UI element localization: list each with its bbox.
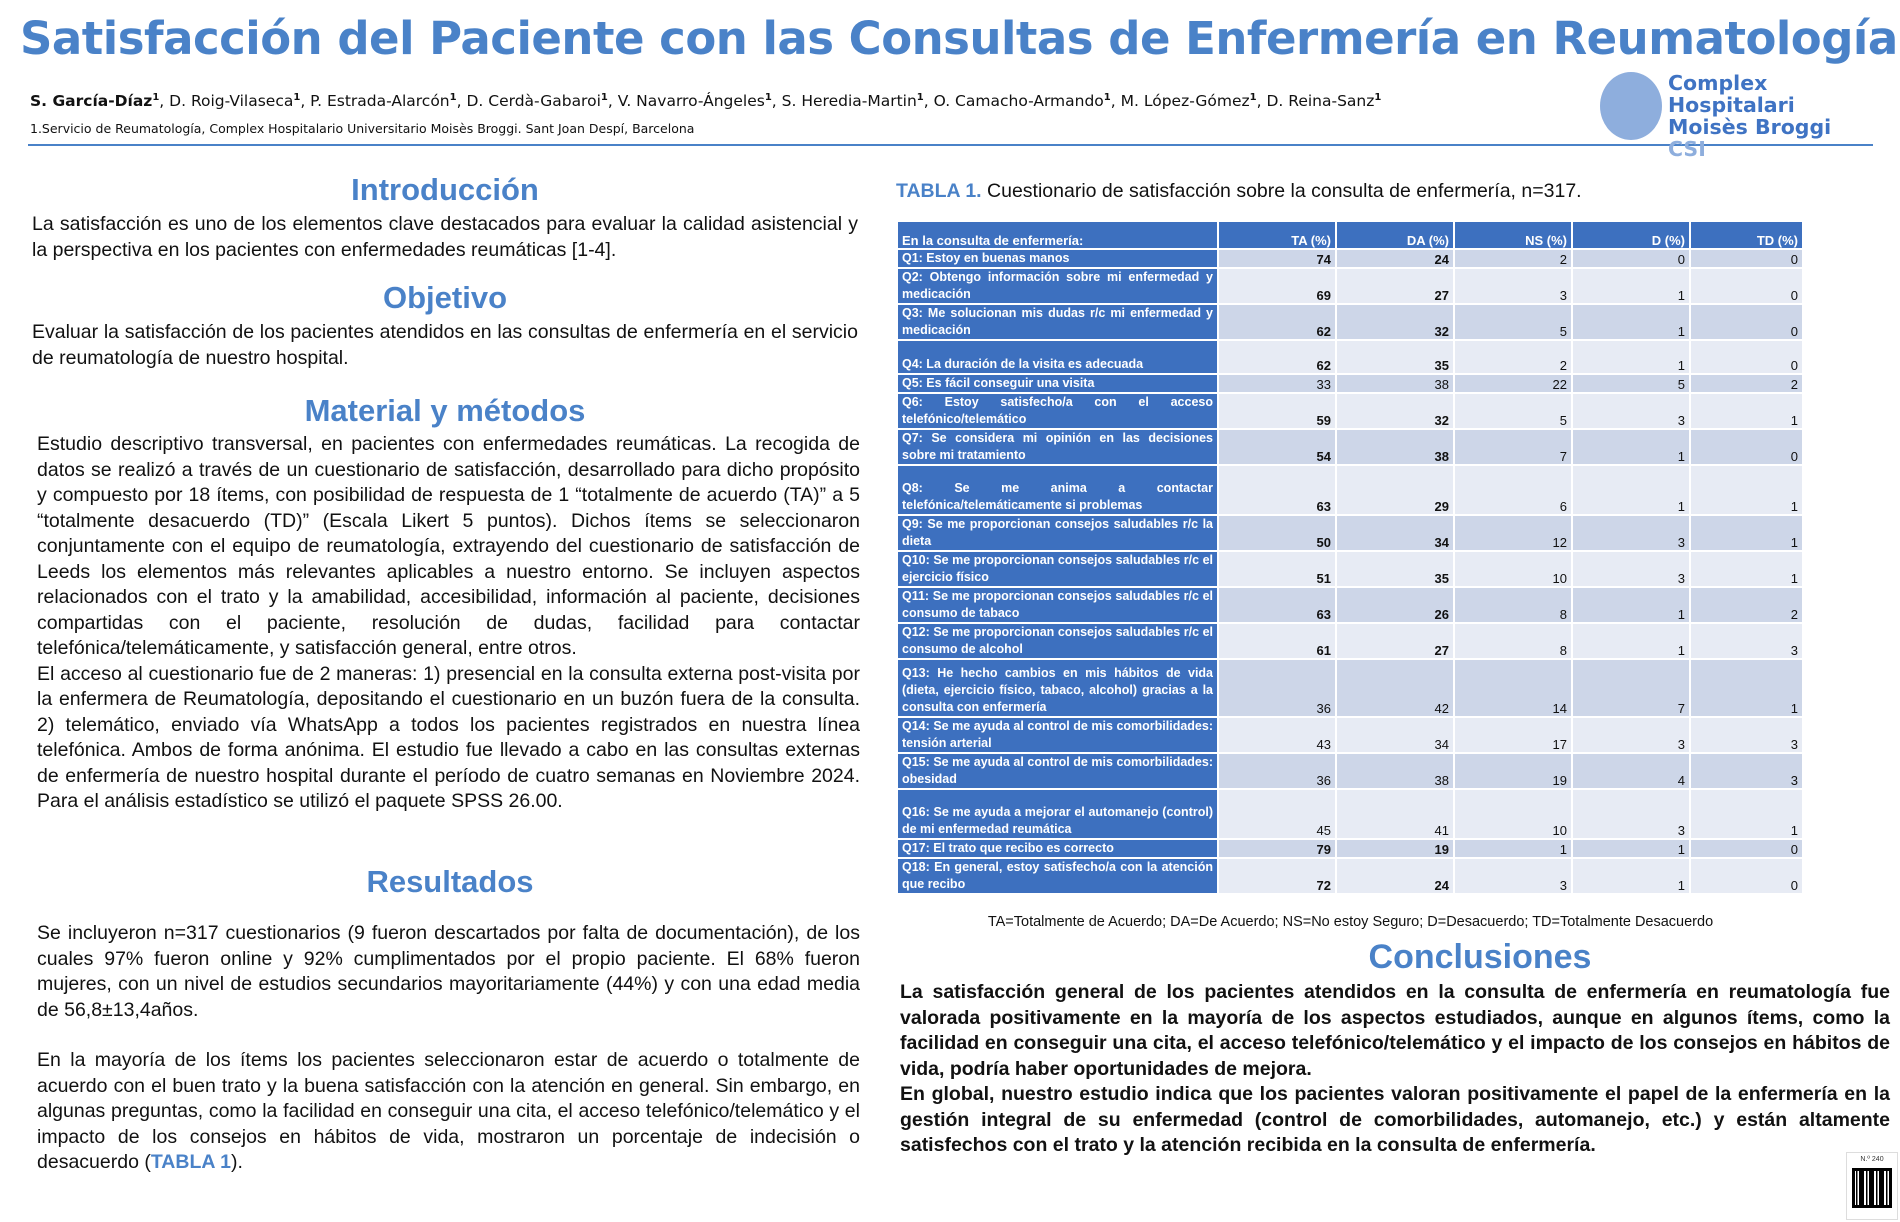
table-cell-value: 8 <box>1454 623 1572 659</box>
table-row <box>898 789 1803 839</box>
table-row <box>898 429 1803 465</box>
affiliation-mark: 1 <box>449 92 457 103</box>
table-cell-value: 1 <box>1690 515 1803 551</box>
table-cell-question: Q6: Estoy satisfecho/a con el acceso telefónico/telemático <box>898 393 1218 429</box>
author-name: M. López-Gómez <box>1120 92 1250 111</box>
author-separator: , <box>456 92 467 111</box>
logo-line: CSI <box>1668 137 1706 161</box>
table-reference-link[interactable]: TABLA 1 <box>150 1151 231 1173</box>
table-row <box>898 839 1803 858</box>
table-header-question: En la consulta de enfermería: <box>898 222 1218 249</box>
table-cell-question: Q5: Es fácil conseguir una visita <box>898 374 1218 393</box>
table-cell-question: Q18: En general, estoy satisfecho/a con la atención que recibo <box>898 858 1218 893</box>
table-cell-value: 63 <box>1218 465 1336 515</box>
table-cell-question: Q13: He hecho cambios en mis hábitos de vida (dieta, ejercicio físico, tabaco, alcohol) gracias a la consulta con enfermería <box>898 659 1218 717</box>
table-cell-value: 0 <box>1690 249 1803 268</box>
table-cell-value: 24 <box>1336 858 1454 893</box>
author-name: D. Cerdà-Gabaroi <box>466 92 601 111</box>
table-cell-value: 34 <box>1336 515 1454 551</box>
table-cell-value: 22 <box>1454 374 1572 393</box>
table-row <box>898 515 1803 551</box>
table-cell-value: 32 <box>1336 304 1454 340</box>
table-cell-value: 1 <box>1572 587 1690 623</box>
table-cell-value: 26 <box>1336 587 1454 623</box>
section-title-conclusiones: Conclusiones <box>1368 938 1592 976</box>
table-cell-value: 59 <box>1218 393 1336 429</box>
affiliation-mark: 1 <box>764 92 772 103</box>
author-separator: , <box>1256 92 1267 111</box>
table-cell-value: 2 <box>1690 374 1803 393</box>
objective-text: Evaluar la satisfacción de los pacientes atendidos en las consultas de enfermería en el servicio de reumatología de nuestro hospital. <box>32 321 858 369</box>
table-cell-value: 1 <box>1572 340 1690 374</box>
author-name: O. Camacho-Armando <box>933 92 1104 111</box>
conclusions-paragraph: La satisfacción general de los pacientes atendidos en la consulta de enfermería en reumatología fue valorada positivamente en la mayoría de los aspectos estudiados, aunque en algunos ítems, como la facilidad en conseguir una cita, el acceso telefónico/telemático y el impacto de los consejos en hábitos de vida, podría haber oportunidades de mejora. <box>900 981 1890 1080</box>
table-cell-question: Q4: La duración de la visita es adecuada <box>898 340 1218 374</box>
table-cell-value: 36 <box>1218 659 1336 717</box>
table-body <box>898 249 1803 893</box>
section-title-resultados: Resultados <box>366 864 534 899</box>
table-header-ta: TA (%) <box>1218 222 1336 249</box>
table-cell-value: 61 <box>1218 623 1336 659</box>
table-row <box>898 858 1803 893</box>
qr-label: N.º 240 <box>1860 1156 1884 1163</box>
table-cell-value: 2 <box>1690 587 1803 623</box>
author-list <box>30 92 1590 110</box>
table-cell-value: 1 <box>1454 839 1572 858</box>
table-row <box>898 717 1803 753</box>
header-divider <box>28 144 1873 146</box>
table-cell-value: 79 <box>1218 839 1336 858</box>
author-separator: , <box>1110 92 1121 111</box>
table-cell-question: Q16: Se me ayuda a mejorar el automanejo (control) de mi enfermedad reumática <box>898 789 1218 839</box>
table-row <box>898 249 1803 268</box>
table-cell-value: 62 <box>1218 340 1336 374</box>
table-cell-value: 19 <box>1336 839 1454 858</box>
table-cell-value: 2 <box>1454 249 1572 268</box>
table-cell-value: 36 <box>1218 753 1336 789</box>
table-cell-value: 12 <box>1454 515 1572 551</box>
table-cell-value: 42 <box>1336 659 1454 717</box>
table-cell-value: 3 <box>1572 393 1690 429</box>
table-cell-value: 3 <box>1572 789 1690 839</box>
table-cell-value: 27 <box>1336 268 1454 304</box>
author-name: S. Heredia-Martin <box>781 92 917 111</box>
table-cell-value: 5 <box>1454 393 1572 429</box>
table-row <box>898 393 1803 429</box>
table-cell-question: Q10: Se me proporcionan consejos saludables r/c el ejercicio físico <box>898 551 1218 587</box>
section-title-objetivo: Objetivo <box>382 280 507 315</box>
table-row <box>898 304 1803 340</box>
table-cell-value: 41 <box>1336 789 1454 839</box>
table-row <box>898 551 1803 587</box>
satisfaction-table <box>898 222 1804 893</box>
table-cell-value: 0 <box>1690 429 1803 465</box>
table-cell-value: 35 <box>1336 551 1454 587</box>
qr-code-icon <box>1852 1168 1892 1208</box>
table-cell-value: 0 <box>1690 268 1803 304</box>
table-row <box>898 753 1803 789</box>
affiliation-mark: 1 <box>916 92 924 103</box>
poster-title: Satisfacción del Paciente con las Consultas de Enfermería en Reumatología <box>20 12 1898 65</box>
table-cell-value: 3 <box>1572 717 1690 753</box>
table-cell-value: 43 <box>1218 717 1336 753</box>
logo-line: Complex Hospitalari <box>1668 71 1795 117</box>
table-cell-question: Q7: Se considera mi opinión en las decisiones sobre mi tratamiento <box>898 429 1218 465</box>
table-cell-value: 10 <box>1454 551 1572 587</box>
table-cell-value: 6 <box>1454 465 1572 515</box>
table-cell-value: 0 <box>1572 249 1690 268</box>
author-separator: , <box>771 92 782 111</box>
table-cell-value: 3 <box>1690 753 1803 789</box>
table-row <box>898 340 1803 374</box>
table-cell-value: 62 <box>1218 304 1336 340</box>
table-cell-value: 1 <box>1572 858 1690 893</box>
table-cell-value: 51 <box>1218 551 1336 587</box>
table-cell-value: 50 <box>1218 515 1336 551</box>
section-title-material-metodos: Material y métodos <box>304 393 586 428</box>
table-cell-value: 7 <box>1572 659 1690 717</box>
table-cell-value: 45 <box>1218 789 1336 839</box>
table-cell-value: 4 <box>1572 753 1690 789</box>
hospital-logo-icon <box>1600 72 1662 140</box>
table-cell-value: 1 <box>1572 839 1690 858</box>
affiliation-mark: 1 <box>1374 92 1382 103</box>
table-cell-question: Q12: Se me proporcionan consejos saludables r/c el consumo de alcohol <box>898 623 1218 659</box>
table-row <box>898 659 1803 717</box>
intro-text: La satisfacción es uno de los elementos clave destacados para evaluar la calidad asistencial y la perspectiva en los pacientes con enfermedades reumáticas [1-4]. <box>32 213 858 261</box>
affiliation-mark: 1 <box>600 92 608 103</box>
affiliation-mark: 1 <box>1249 92 1257 103</box>
table-cell-value: 14 <box>1454 659 1572 717</box>
affiliation-mark: 1 <box>152 92 160 103</box>
methods-paragraph: El acceso al cuestionario fue de 2 maneras: 1) presencial en la consulta externa post-visita por la enfermera de Reumatología, depositando el cuestionario en un buzón fuera de la consulta. 2) telemático, enviado vía WhatsApp a todos los pacientes registrados en nuestra línea telefónica. Ambos de forma anónima. El estudio fue llevado a cabo en las consultas externas de enfermería de nuestro hospital durante el período de cuatro semanas en Noviembre 2024. Para el análisis estadístico se utilizó el paquete SPSS 26.00. <box>37 662 860 812</box>
table-cell-value: 3 <box>1454 858 1572 893</box>
table-cell-question: Q1: Estoy en buenas manos <box>898 249 1218 268</box>
table-cell-value: 5 <box>1454 304 1572 340</box>
table-cell-question: Q15: Se me ayuda al control de mis comorbilidades: obesidad <box>898 753 1218 789</box>
table-cell-value: 1 <box>1690 465 1803 515</box>
table-cell-question: Q9: Se me proporcionan consejos saludables r/c la dieta <box>898 515 1218 551</box>
table-cell-value: 32 <box>1336 393 1454 429</box>
author-separator: , <box>923 92 934 111</box>
table-cell-value: 1 <box>1690 551 1803 587</box>
table-cell-value: 10 <box>1454 789 1572 839</box>
table-cell-value: 33 <box>1218 374 1336 393</box>
affiliation: 1.Servicio de Reumatología, Complex Hospitalario Universitario Moisès Broggi. Sant Joan Despí, Barcelona <box>30 121 695 136</box>
results-paragraph <box>37 1048 860 1176</box>
table-cell-value: 1 <box>1572 465 1690 515</box>
table-row <box>898 465 1803 515</box>
table-cell-value: 7 <box>1454 429 1572 465</box>
table-cell-question: Q2: Obtengo información sobre mi enfermedad y medicación <box>898 268 1218 304</box>
table-cell-value: 69 <box>1218 268 1336 304</box>
first-author: S. García-Díaz <box>30 92 153 111</box>
table-cell-value: 0 <box>1690 858 1803 893</box>
table-row <box>898 587 1803 623</box>
table-cell-value: 63 <box>1218 587 1336 623</box>
table-header-ns: NS (%) <box>1454 222 1572 249</box>
table-row <box>898 374 1803 393</box>
table-cell-value: 0 <box>1690 839 1803 858</box>
author-name: D. Reina-Sanz <box>1266 92 1375 111</box>
table-cell-question: Q14: Se me ayuda al control de mis comorbilidades: tensión arterial <box>898 717 1218 753</box>
results-text <box>37 921 860 1176</box>
table-cell-value: 1 <box>1690 393 1803 429</box>
table-cell-value: 0 <box>1690 304 1803 340</box>
table-cell-value: 8 <box>1454 587 1572 623</box>
conclusions-text <box>900 980 1890 1159</box>
table-cell-value: 2 <box>1454 340 1572 374</box>
table-cell-question: Q11: Se me proporcionan consejos saludables r/c el consumo de tabaco <box>898 587 1218 623</box>
table-cell-value: 24 <box>1336 249 1454 268</box>
table-cell-value: 3 <box>1572 551 1690 587</box>
author-separator: , <box>300 92 311 111</box>
table-cell-value: 17 <box>1454 717 1572 753</box>
table-cell-question: Q3: Me solucionan mis dudas r/c mi enfermedad y medicación <box>898 304 1218 340</box>
table-row <box>898 623 1803 659</box>
table-label: TABLA 1. <box>896 180 982 202</box>
table-cell-value: 38 <box>1336 753 1454 789</box>
table-footnote: TA=Totalmente de Acuerdo; DA=De Acuerdo; NS=No estoy Seguro; D=Desacuerdo; TD=Totalmente Desacuerdo <box>987 914 1714 930</box>
other-authors <box>159 92 1381 110</box>
author-name: D. Roig-Vilaseca <box>169 92 294 111</box>
table-cell-value: 72 <box>1218 858 1336 893</box>
table-cell-value: 35 <box>1336 340 1454 374</box>
table-cell-value: 54 <box>1218 429 1336 465</box>
author-separator: , <box>607 92 618 111</box>
table-header-td: TD (%) <box>1690 222 1803 249</box>
methods-text <box>37 432 860 815</box>
hospital-logo-text <box>1668 72 1898 160</box>
results-text-span: En la mayoría de los ítems los pacientes seleccionaron estar de acuerdo o totalmente de acuerdo con el buen trato y la buena satisfacción con la atención en general. Sin embargo, en algunas preguntas, como la facilidad en conseguir una cita, el acceso telefónico/telemático y el impacto de los consejos en hábitos de vida, mostraron un porcentaje de indecisión o desacuerdo ( <box>37 1049 860 1173</box>
table-cell-value: 38 <box>1336 374 1454 393</box>
methods-paragraph: Estudio descriptivo transversal, en pacientes con enfermedades reumáticas. La recogida de datos se realizó a través de un cuestionario de satisfacción, desarrollado para dicho propósito y compuesto por 18 ítems, con posibilidad de respuesta de 1 “totalmente de acuerdo (TA)” a 5 “totalmente desacuerdo (TD)” (Escala Likert 5 puntos). Dichos ítems se seleccionaron conjuntamente con el equipo de reumatología, extrayendo del cuestionario de satisfacción de Leeds los elementos más relevantes aplicables a nuestro entorno. Se incluyen aspectos relacionados con el trato y la amabilidad, accesibilidad, información al paciente, decisiones compartidas con el paciente, resolución de dudas, facilidad para contactar telefónica/telemáticamente, y satisfacción general, entre otros. <box>37 433 860 659</box>
table-cell-question: Q8: Se me anima a contactar telefónica/telemáticamente si problemas <box>898 465 1218 515</box>
results-paragraph: Se incluyeron n=317 cuestionarios (9 fueron descartados por falta de documentación), de los cuales 97% fueron online y 92% cumplimentados por el propio paciente. El 68% fueron mujeres, con un nivel de estudios secundarios mayoritariamente (44%) y con una edad media de 56,8±13,4años. <box>37 922 860 1021</box>
table-cell-value: 19 <box>1454 753 1572 789</box>
table-header-d: D (%) <box>1572 222 1690 249</box>
table-header-row <box>898 222 1803 249</box>
table-cell-value: 0 <box>1690 340 1803 374</box>
table-cell-value: 3 <box>1454 268 1572 304</box>
table-cell-value: 1 <box>1572 623 1690 659</box>
table-cell-value: 5 <box>1572 374 1690 393</box>
table-cell-value: 3 <box>1572 515 1690 551</box>
table-cell-value: 74 <box>1218 249 1336 268</box>
section-title-introduccion: Introducción <box>351 172 539 207</box>
table-cell-value: 29 <box>1336 465 1454 515</box>
table-caption <box>896 180 1582 203</box>
table-caption-text: Cuestionario de satisfacción sobre la consulta de enfermería, n=317. <box>987 180 1582 202</box>
table-cell-value: 1 <box>1690 659 1803 717</box>
table-header-da: DA (%) <box>1336 222 1454 249</box>
table-cell-value: 27 <box>1336 623 1454 659</box>
table-cell-question: Q17: El trato que recibo es correcto <box>898 839 1218 858</box>
table-cell-value: 1 <box>1572 304 1690 340</box>
table-cell-value: 3 <box>1690 717 1803 753</box>
table-cell-value: 34 <box>1336 717 1454 753</box>
author-name: V. Navarro-Ángeles <box>617 92 765 111</box>
conclusions-paragraph: En global, nuestro estudio indica que los pacientes valoran positivamente el papel de la enfermería en la gestión integral de su enfermedad (control de comorbilidades, automanejo, etc.) y están altamente satisfechos con el trato y la atención recibida en la consulta de enfermería. <box>900 1083 1890 1156</box>
logo-line: Moisès Broggi <box>1668 115 1832 139</box>
qr-code <box>1846 1152 1898 1220</box>
table-cell-value: 1 <box>1572 268 1690 304</box>
results-text-span: ). <box>231 1151 243 1173</box>
affiliation-mark: 1 <box>293 92 301 103</box>
table-row <box>898 268 1803 304</box>
table-cell-value: 3 <box>1690 623 1803 659</box>
table-cell-value: 1 <box>1572 429 1690 465</box>
author-name: P. Estrada-Alarcón <box>310 92 450 111</box>
table-cell-value: 1 <box>1690 789 1803 839</box>
author-separator: , <box>159 92 170 111</box>
affiliation-mark: 1 <box>1103 92 1111 103</box>
table-cell-value: 38 <box>1336 429 1454 465</box>
